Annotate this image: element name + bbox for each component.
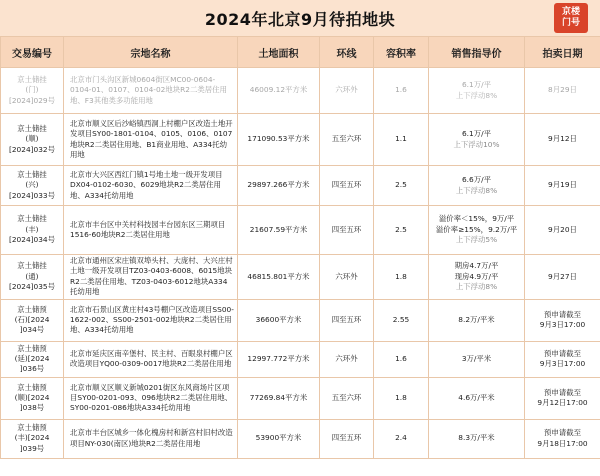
table-row bbox=[1, 377, 600, 419]
guide-price: 溢价率＜15%，9万/平 bbox=[438, 214, 515, 224]
cell-code bbox=[1, 114, 64, 166]
trade-code: 京土储预 (延)[2024 ]036号 bbox=[14, 343, 50, 374]
parcel-name: 北京市丰台区城乡一体化槐房村和新宫村旧村改造项目NY-030(南区)地块R2二类居住用地 bbox=[70, 428, 233, 448]
table-row bbox=[1, 299, 600, 341]
ring-road: 六环外 bbox=[335, 85, 358, 95]
cell-far bbox=[374, 255, 429, 300]
table-row bbox=[1, 419, 600, 458]
table-row bbox=[1, 255, 600, 300]
floor-area-ratio: 2.5 bbox=[395, 224, 407, 234]
land-area: 46009.12平方米 bbox=[249, 85, 308, 95]
guide-price: 4.6万/平米 bbox=[458, 392, 495, 402]
cell-ring bbox=[320, 206, 374, 255]
cell-code bbox=[1, 299, 64, 341]
brand-logo bbox=[554, 3, 588, 33]
page-title: 2024年北京9月待拍地块 bbox=[204, 9, 396, 29]
parcel-name: 北京市顺义区顺义新城0201街区东风商场片区项目SY00-0201-093、096地块R2二类居住用地、SY00-0201-086地块A334托幼用地 bbox=[70, 382, 233, 413]
cell-ring bbox=[320, 68, 374, 114]
cell-date bbox=[525, 255, 600, 300]
ring-road: 六环外 bbox=[335, 353, 358, 363]
cell-far bbox=[374, 206, 429, 255]
ring-road: 四至五环 bbox=[331, 180, 362, 190]
price-float: 上下浮动5% bbox=[455, 235, 498, 245]
floor-area-ratio: 1.6 bbox=[395, 353, 407, 363]
guide-price: 6.1万/平 bbox=[461, 129, 492, 139]
cell-date bbox=[525, 299, 600, 341]
col-header-name: 宗地名称 bbox=[64, 37, 238, 68]
trade-code: 京土储挂 (顺) [2024]032号 bbox=[8, 123, 56, 154]
table-row bbox=[1, 68, 600, 114]
col-header-price: 销售指导价 bbox=[429, 37, 525, 68]
guide-price: 8.2万/平米 bbox=[458, 314, 495, 324]
col-header-ring: 环线 bbox=[320, 37, 374, 68]
cell-code bbox=[1, 68, 64, 114]
ring-road: 六环外 bbox=[335, 271, 358, 281]
cell-name bbox=[64, 255, 238, 300]
cell-price bbox=[429, 299, 525, 341]
trade-code: 京土储挂 (丰) [2024]034号 bbox=[8, 214, 56, 245]
cell-name bbox=[64, 419, 238, 458]
parcel-name: 北京市通州区宋庄镇双埠头村、大庞村、大兴庄村土地一级开发项目TZ03-0403-6008、6015地块R2二类居住用地、TZ03-0403-6012地块A334托幼用地 bbox=[70, 256, 233, 297]
guide-price: 期房4.7万/平 bbox=[454, 261, 499, 271]
cell-price bbox=[429, 206, 525, 255]
trade-code: 京土储预 (石)[2024 ]034号 bbox=[14, 304, 50, 335]
auction-date: 预申请截至 9月3日17:00 bbox=[539, 309, 586, 330]
land-area: 29897.266平方米 bbox=[247, 180, 310, 190]
ring-road: 四至五环 bbox=[331, 433, 362, 443]
price-float: 上下浮动8% bbox=[455, 282, 498, 292]
cell-far bbox=[374, 341, 429, 377]
cell-date bbox=[525, 166, 600, 206]
trade-code: 京土储预 (顺)[2024 ]038号 bbox=[14, 382, 50, 413]
auction-date: 8月29日 bbox=[548, 85, 577, 95]
auction-date: 9月27日 bbox=[548, 271, 577, 281]
auction-date: 预申请截至 9月18日17:00 bbox=[537, 428, 588, 448]
cell-price bbox=[429, 341, 525, 377]
trade-code: 京土储挂 (通) [2024]035号 bbox=[8, 261, 56, 292]
cell-far bbox=[374, 419, 429, 458]
land-auction-table bbox=[0, 36, 600, 459]
cell-far bbox=[374, 166, 429, 206]
table-row bbox=[1, 114, 600, 166]
parcel-name: 北京市顺义区后沙峪镇西洞上村棚户区改造土地开发项目SY00-1801-0104、0105、0106、0107地块R2二类居住用地、B1商业用地、A334托幼用地 bbox=[70, 118, 233, 159]
cell-code bbox=[1, 255, 64, 300]
price-float: 上下浮动8% bbox=[455, 90, 498, 100]
parcel-name: 北京市丰台区中关村科技园丰台园东区三期项目1516-60地块R2二类居住用地 bbox=[70, 219, 226, 239]
trade-code: 京土储挂 (门) [2024]029号 bbox=[8, 74, 56, 105]
trade-code: 京土储预 (丰)[2024 ]039号 bbox=[14, 423, 50, 453]
floor-area-ratio: 1.6 bbox=[395, 85, 407, 95]
guide-price: 8.3万/平米 bbox=[458, 433, 495, 443]
col-header-area: 土地面积 bbox=[238, 37, 320, 68]
ring-road: 五至六环 bbox=[331, 392, 362, 402]
guide-price: 3万/平米 bbox=[461, 353, 492, 363]
floor-area-ratio: 2.4 bbox=[395, 433, 407, 443]
floor-area-ratio: 2.5 bbox=[395, 180, 407, 190]
table-row bbox=[1, 166, 600, 206]
cell-far bbox=[374, 377, 429, 419]
guide-price-line2: 溢价率≥15%，9.2万/平 bbox=[435, 224, 518, 234]
cell-price bbox=[429, 166, 525, 206]
logo-line-1: 京楼 bbox=[561, 7, 580, 17]
cell-code bbox=[1, 377, 64, 419]
cell-name bbox=[64, 114, 238, 166]
cell-area bbox=[238, 419, 320, 458]
cell-price bbox=[429, 255, 525, 300]
cell-area bbox=[238, 206, 320, 255]
price-float: 上下浮动10% bbox=[453, 139, 500, 149]
cell-ring bbox=[320, 419, 374, 458]
guide-price: 6.6万/平 bbox=[461, 175, 492, 185]
parcel-name: 北京市石景山区黄庄村43号棚户区改造项目SS00-1622-002、SS00-2501-002地块R2二类居住用地、A334托幼用地 bbox=[70, 304, 234, 335]
auction-date: 预申请截至 9月12日17:00 bbox=[537, 387, 588, 408]
col-header-far: 容积率 bbox=[374, 37, 429, 68]
auction-date: 预申请截至 9月3日17:00 bbox=[539, 348, 586, 369]
cell-ring bbox=[320, 299, 374, 341]
cell-ring bbox=[320, 255, 374, 300]
trade-code: 京土储挂 (兴) [2024]033号 bbox=[8, 169, 56, 200]
cell-name bbox=[64, 377, 238, 419]
guide-price: 6.1万/平 bbox=[461, 80, 492, 90]
col-header-date: 拍卖日期 bbox=[525, 37, 600, 68]
price-float: 上下浮动8% bbox=[455, 185, 498, 195]
cell-ring bbox=[320, 341, 374, 377]
logo-line-2: 门号 bbox=[561, 18, 580, 28]
cell-far bbox=[374, 114, 429, 166]
cell-date bbox=[525, 419, 600, 458]
table-row bbox=[1, 206, 600, 255]
cell-price bbox=[429, 419, 525, 458]
title-bar bbox=[0, 0, 600, 36]
land-area: 171090.53平方米 bbox=[247, 134, 310, 144]
auction-date: 9月19日 bbox=[548, 180, 577, 190]
table-header-row bbox=[1, 37, 600, 68]
cell-price bbox=[429, 68, 525, 114]
parcel-name: 北京市门头沟区新城0604街区MC00-0604-0104-01、0107、0104-02地块R2二类居住用地、F3其他类多功能用地 bbox=[70, 74, 227, 105]
cell-area bbox=[238, 341, 320, 377]
cell-date bbox=[525, 377, 600, 419]
land-area: 77269.84平方米 bbox=[249, 392, 308, 402]
land-area: 21607.59平方米 bbox=[249, 224, 308, 234]
cell-ring bbox=[320, 114, 374, 166]
cell-area bbox=[238, 166, 320, 206]
floor-area-ratio: 1.8 bbox=[395, 271, 407, 281]
cell-code bbox=[1, 166, 64, 206]
cell-code bbox=[1, 206, 64, 255]
cell-code bbox=[1, 419, 64, 458]
cell-far bbox=[374, 299, 429, 341]
auction-date: 9月20日 bbox=[548, 224, 577, 234]
cell-date bbox=[525, 114, 600, 166]
table-row bbox=[1, 341, 600, 377]
guide-price-line2: 现房4.9万/平 bbox=[454, 271, 499, 281]
floor-area-ratio: 2.55 bbox=[392, 314, 410, 324]
land-area: 12997.772平方米 bbox=[247, 353, 310, 363]
cell-far bbox=[374, 68, 429, 114]
cell-date bbox=[525, 341, 600, 377]
cell-ring bbox=[320, 377, 374, 419]
cell-ring bbox=[320, 166, 374, 206]
ring-road: 四至五环 bbox=[331, 224, 362, 234]
cell-price bbox=[429, 114, 525, 166]
cell-area bbox=[238, 299, 320, 341]
cell-area bbox=[238, 255, 320, 300]
parcel-name: 北京市大兴区西红门镇1号地土地一级开发项目DX04-0102-6030、6029地块R2二类居住用地、A334托幼用地 bbox=[70, 169, 223, 200]
land-area: 53900平方米 bbox=[255, 433, 302, 443]
cell-name bbox=[64, 166, 238, 206]
cell-date bbox=[525, 68, 600, 114]
land-area: 36600平方米 bbox=[255, 314, 302, 324]
ring-road: 四至五环 bbox=[331, 314, 362, 324]
parcel-name: 北京市延庆区南辛堡村、民主村、百眼泉村棚户区改造项目YQ00-0309-0017地块R2二类居住用地 bbox=[70, 348, 233, 369]
auction-date: 9月12日 bbox=[548, 134, 577, 144]
ring-road: 五至六环 bbox=[331, 134, 362, 144]
cell-price bbox=[429, 377, 525, 419]
cell-date bbox=[525, 206, 600, 255]
cell-area bbox=[238, 68, 320, 114]
cell-area bbox=[238, 377, 320, 419]
floor-area-ratio: 1.8 bbox=[395, 392, 407, 402]
cell-name bbox=[64, 68, 238, 114]
cell-code bbox=[1, 341, 64, 377]
cell-name bbox=[64, 206, 238, 255]
cell-area bbox=[238, 114, 320, 166]
land-area: 46815.801平方米 bbox=[247, 271, 310, 281]
floor-area-ratio: 1.1 bbox=[395, 134, 407, 144]
cell-name bbox=[64, 341, 238, 377]
cell-name bbox=[64, 299, 238, 341]
col-header-code: 交易编号 bbox=[1, 37, 64, 68]
